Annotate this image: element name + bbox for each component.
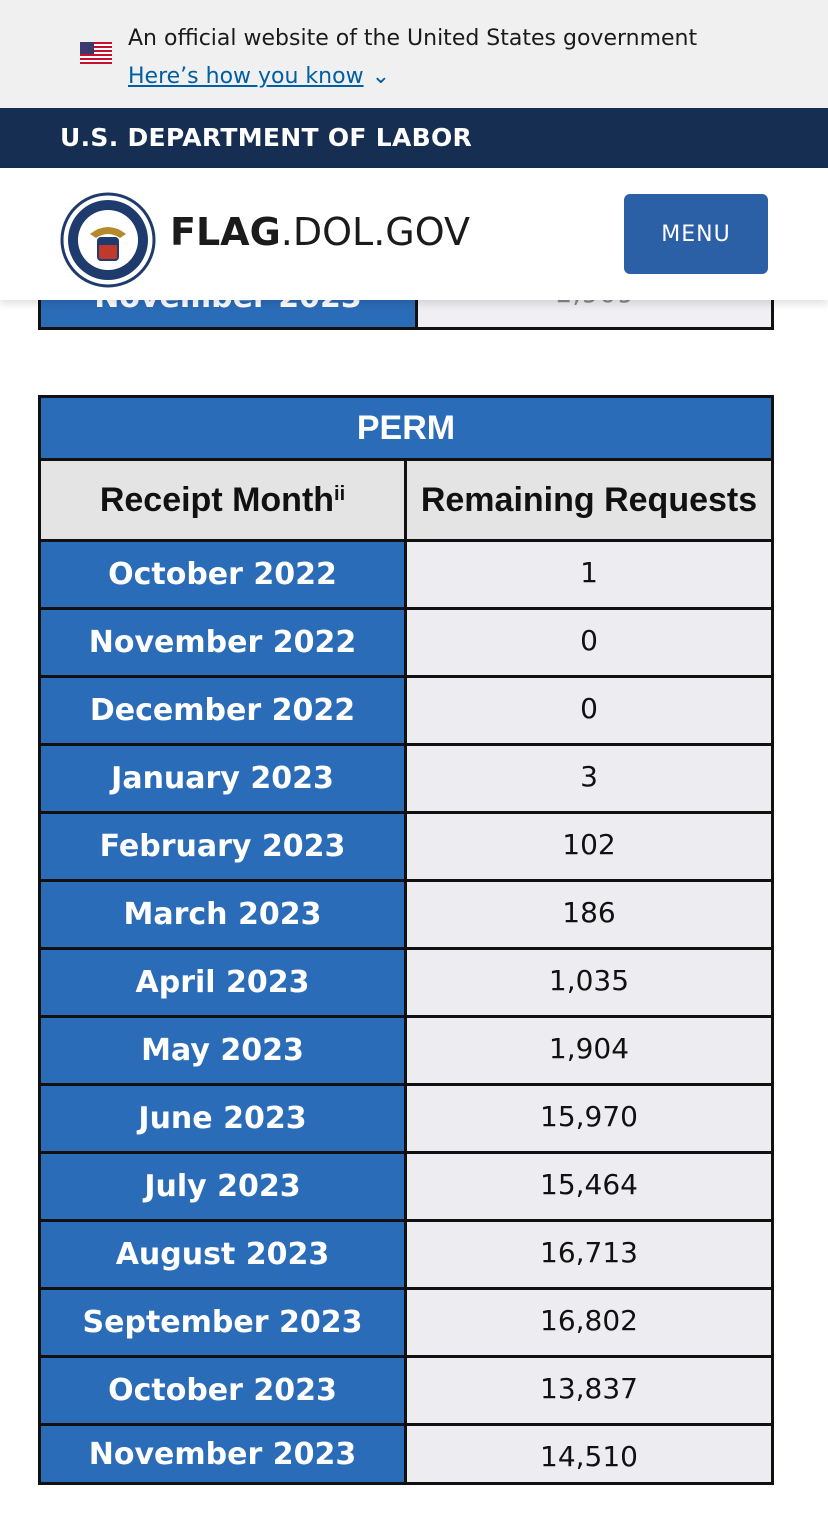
remaining-requests-cell: 16,802 [407, 1290, 771, 1355]
receipt-month-cell: October 2023 [41, 1358, 407, 1423]
table-row [41, 1426, 771, 1482]
table-row [41, 1018, 771, 1086]
receipt-month-cell: July 2023 [41, 1154, 407, 1219]
remaining-requests-cell: 3 [407, 746, 771, 811]
receipt-month-cell: March 2023 [41, 882, 407, 947]
table-row [41, 1222, 771, 1290]
receipt-month-cell: September 2023 [41, 1290, 407, 1355]
site-header [0, 168, 828, 300]
receipt-month-cell: June 2023 [41, 1086, 407, 1151]
chevron-down-icon: ⌄ [371, 64, 391, 89]
remaining-requests-cell: 102 [407, 814, 771, 879]
department-seal-icon[interactable] [60, 192, 156, 288]
header-remaining-requests: Remaining Requests [407, 461, 771, 539]
header-receipt-month [41, 461, 407, 539]
table-row [41, 1290, 771, 1358]
perm-table [38, 395, 774, 1485]
receipt-month-cell: May 2023 [41, 1018, 407, 1083]
table-row [41, 1154, 771, 1222]
table-row [41, 542, 771, 610]
table-row [41, 814, 771, 882]
remaining-requests-cell: 1,035 [407, 950, 771, 1015]
how-you-know-link[interactable] [128, 64, 390, 89]
us-flag-icon [80, 42, 112, 64]
receipt-month-cell: November 2022 [41, 610, 407, 675]
receipt-month-cell: January 2023 [41, 746, 407, 811]
department-bar [0, 108, 828, 168]
remaining-requests-cell: 13,837 [407, 1358, 771, 1423]
remaining-requests-cell: 15,970 [407, 1086, 771, 1151]
receipt-month-cell: August 2023 [41, 1222, 407, 1287]
receipt-month-cell: October 2022 [41, 542, 407, 607]
table-row [41, 1086, 771, 1154]
site-title[interactable] [170, 210, 470, 254]
site-title-rest: .DOL.GOV [280, 210, 470, 254]
remaining-requests-cell: 14,510 [407, 1426, 771, 1482]
remaining-requests-cell: 0 [407, 678, 771, 743]
header-receipt-month-label: Receipt Month [99, 480, 335, 519]
site-title-bold: FLAG [170, 210, 281, 254]
perm-table-header [41, 461, 771, 542]
receipt-month-cell: February 2023 [41, 814, 407, 879]
table-row [41, 746, 771, 814]
table-row [41, 678, 771, 746]
remaining-requests-cell: 0 [407, 610, 771, 675]
table-row [41, 1358, 771, 1426]
table-row [41, 882, 771, 950]
remaining-requests-cell: 186 [407, 882, 771, 947]
footnote-marker[interactable]: ii [334, 482, 346, 505]
perm-table-body [41, 542, 771, 1482]
remaining-requests-cell: 16,713 [407, 1222, 771, 1287]
perm-table-title: PERM [41, 398, 771, 461]
official-site-text: An official website of the United States government [128, 26, 698, 51]
gov-banner [0, 0, 828, 108]
remaining-requests-cell: 1 [407, 542, 771, 607]
receipt-month-cell: April 2023 [41, 950, 407, 1015]
remaining-requests-cell: 15,464 [407, 1154, 771, 1219]
menu-button[interactable]: MENU [624, 194, 768, 274]
department-name[interactable]: U.S. DEPARTMENT OF LABOR [60, 123, 473, 152]
receipt-month-cell: December 2022 [41, 678, 407, 743]
remaining-requests-cell: 1,904 [407, 1018, 771, 1083]
table-row [41, 610, 771, 678]
how-you-know-label: Here’s how you know [128, 64, 364, 89]
receipt-month-cell: November 2023 [41, 1426, 407, 1482]
table-row [41, 950, 771, 1018]
